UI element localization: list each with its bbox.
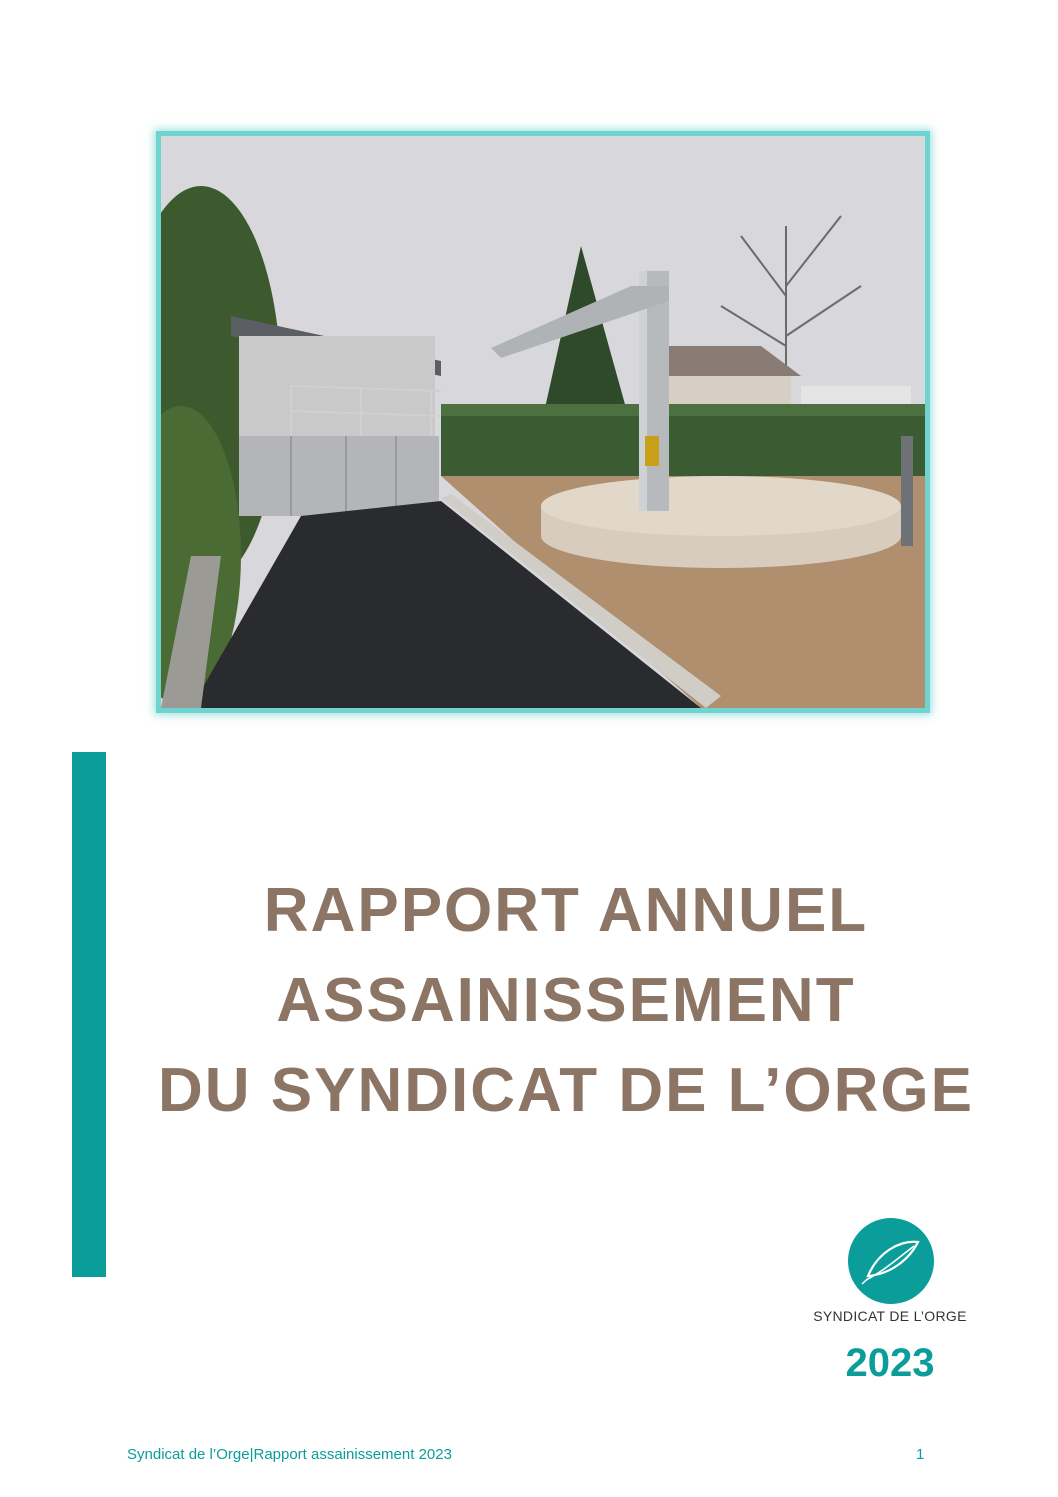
footer-doc-title: Rapport assainissement 2023 [253, 1446, 452, 1463]
report-title [106, 866, 1026, 1136]
title-line-1: RAPPORT ANNUEL [263, 876, 869, 945]
footer-org: Syndicat de l’Orge [127, 1446, 250, 1463]
title-line-2: ASSAINISSEMENT [276, 966, 856, 1035]
report-year: 2023 [845, 1341, 935, 1385]
leaf-logo-icon [848, 1218, 934, 1304]
footer-caption [127, 1446, 452, 1463]
accent-bar [72, 752, 106, 1277]
cover-photo [156, 131, 930, 713]
footer-separator: | [249, 1446, 254, 1463]
title-line-3: DU SYNDICAT DE L’ORGE [158, 1056, 974, 1125]
logo-wordmark: SYNDICAT DE L’ORGE [813, 1308, 967, 1324]
photo-pumping-station-image [161, 136, 925, 708]
page-number: 1 [916, 1446, 925, 1463]
